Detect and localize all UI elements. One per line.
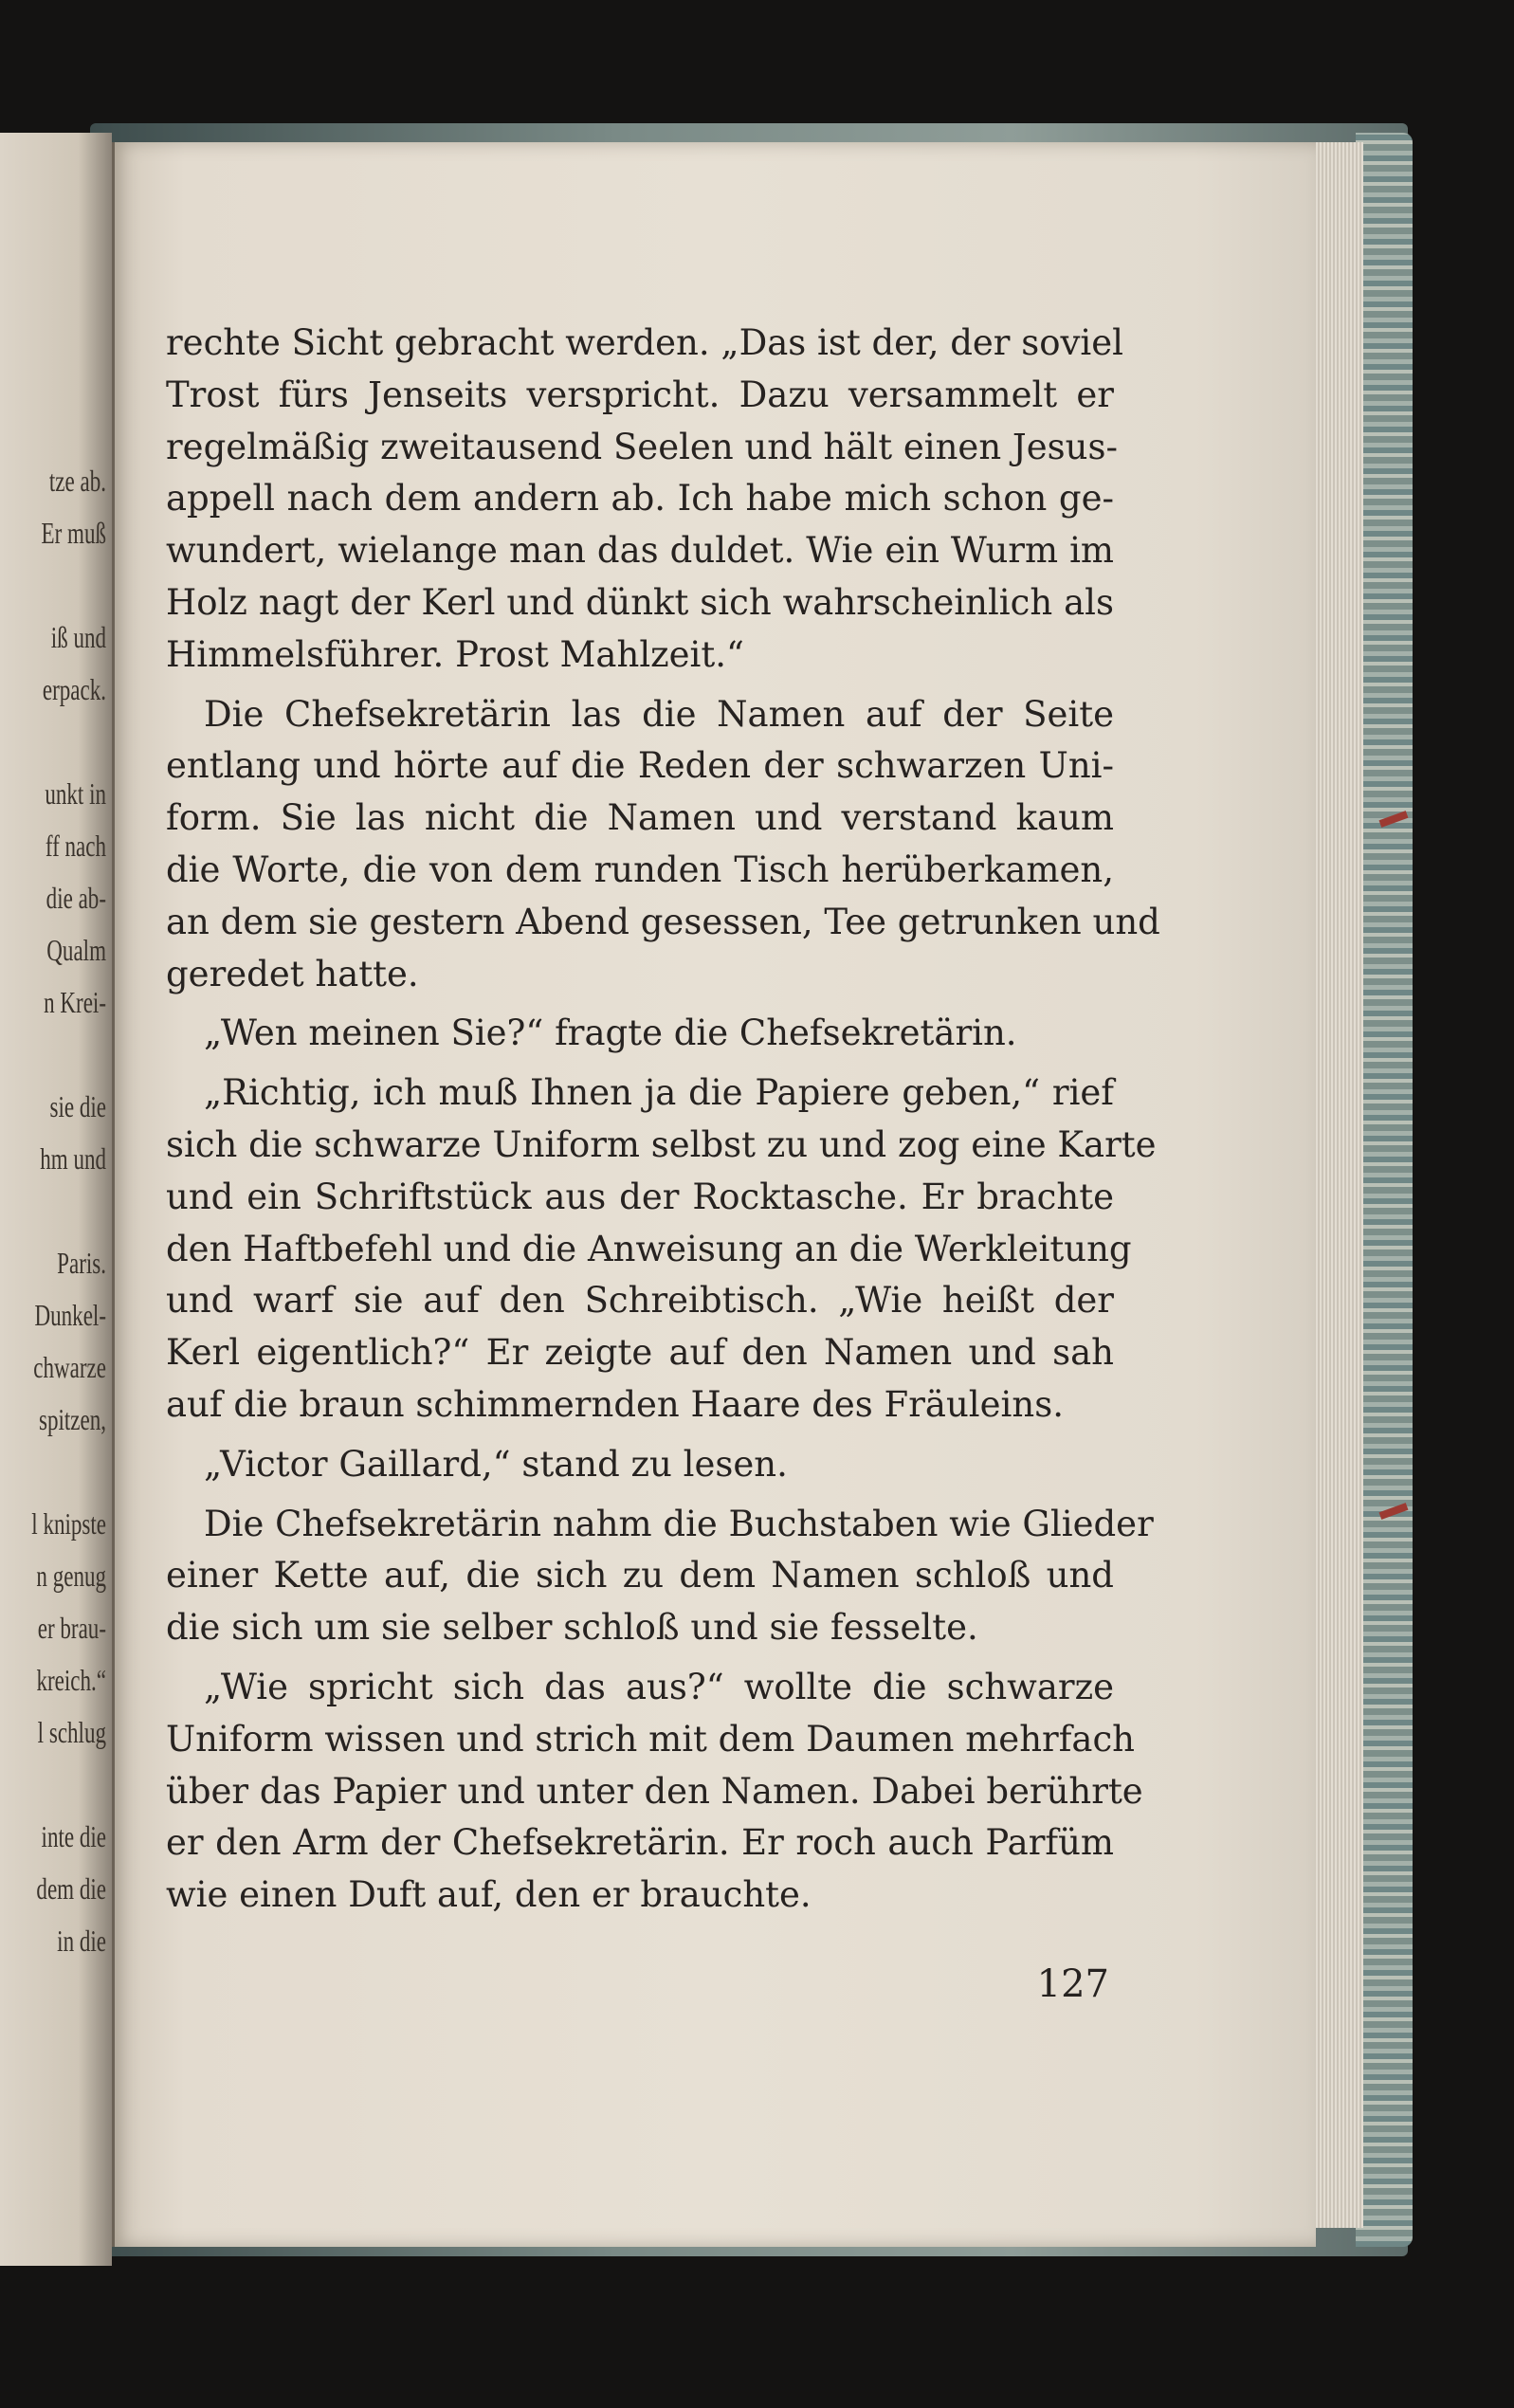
text-line: regelmäßig zweitausend Seelen und hält einen Jesus- bbox=[166, 426, 1118, 467]
previous-page-line: ff nach bbox=[45, 829, 106, 863]
previous-page-line: n genug bbox=[36, 1559, 106, 1593]
previous-page-line: hm und bbox=[40, 1141, 106, 1176]
text-line: rechte Sicht gebracht werden. „Das ist der, der soviel bbox=[166, 322, 1123, 363]
previous-page-line: Qualm bbox=[46, 933, 106, 967]
previous-page-line bbox=[29, 1185, 106, 1237]
previous-page-line: Paris. bbox=[57, 1246, 106, 1280]
text-line: über das Papier und unter den Namen. Dabei berührte bbox=[166, 1770, 1143, 1812]
text-line: wundert, wielange man das duldet. Wie ein Wurm im bbox=[166, 530, 1114, 572]
text-line: sich die schwarze Uniform selbst zu und zog eine Karte bbox=[166, 1123, 1157, 1165]
text-line: und warf sie auf den Schreibtisch. „Wie heißt der bbox=[166, 1280, 1114, 1322]
text-line: „Wen meinen Sie?“ fragte die Chefsekretärin. bbox=[204, 1012, 1017, 1054]
text-line: die Worte, die von dem runden Tisch herüberkamen, bbox=[166, 848, 1114, 890]
text-line: auf die braun schimmernden Haare des Fräuleins. bbox=[166, 1383, 1064, 1425]
previous-page-line: spitzen, bbox=[38, 1402, 106, 1436]
text-line: „Richtig, ich muß Ihnen ja die Papiere geben,“ rief bbox=[204, 1072, 1114, 1114]
text-line: Uniform wissen und strich mit dem Daumen mehrfach bbox=[166, 1718, 1136, 1760]
cover-marbled-edge bbox=[1356, 133, 1413, 2247]
text-line: Die Chefsekretärin las die Namen auf der Seite bbox=[204, 693, 1114, 735]
text-line: wie einen Duft auf, den er brauchte. bbox=[166, 1874, 812, 1916]
previous-page-line: n Krei- bbox=[44, 985, 106, 1019]
text-line: entlang und hörte auf die Reden der schwarzen Uni- bbox=[166, 745, 1114, 787]
previous-page-line: Dunkel- bbox=[34, 1298, 106, 1332]
previous-page-line: unkt in bbox=[45, 776, 106, 811]
text-line: „Victor Gaillard,“ stand zu lesen. bbox=[204, 1443, 788, 1485]
previous-page-line: chwarze bbox=[33, 1350, 106, 1384]
previous-page-line: er brau- bbox=[37, 1611, 106, 1645]
previous-page-line: Er muß bbox=[41, 516, 106, 550]
previous-page-line: l knipste bbox=[31, 1506, 106, 1541]
previous-page-line bbox=[29, 1759, 106, 1811]
text-line: einer Kette auf, die sich zu dem Namen schloß und bbox=[166, 1555, 1114, 1596]
text-line: an dem sie gestern Abend gesessen, Tee getrunken und bbox=[166, 901, 1160, 942]
previous-page-text bbox=[29, 455, 106, 1967]
previous-page-line: dem die bbox=[36, 1871, 106, 1906]
page-number: 127 bbox=[1036, 1962, 1109, 2006]
page-text bbox=[166, 318, 1160, 1922]
text-line: den Haftbefehl und die Anweisung an die Werkleitung bbox=[166, 1228, 1132, 1269]
previous-page bbox=[0, 133, 112, 2266]
text-line: appell nach dem andern ab. Ich habe mich schon ge- bbox=[166, 478, 1114, 520]
previous-page-line: kreich.“ bbox=[36, 1663, 106, 1697]
previous-page-line: erpack. bbox=[42, 672, 106, 706]
text-line: Trost fürs Jenseits verspricht. Dazu versammelt er bbox=[166, 374, 1114, 415]
page-gutter bbox=[112, 142, 115, 2247]
previous-page-line bbox=[29, 716, 106, 768]
text-line: Himmelsführer. Prost Mahlzeit.“ bbox=[166, 633, 744, 675]
text-line: Kerl eigentlich?“ Er zeigte auf den Namen und sah bbox=[166, 1332, 1114, 1374]
text-line: er den Arm der Chefsekretärin. Er roch auch Parfüm bbox=[166, 1822, 1114, 1864]
text-line: Die Chefsekretärin nahm die Buchstaben wie Glieder bbox=[204, 1503, 1154, 1544]
previous-page-line bbox=[29, 559, 106, 611]
page-block-edge bbox=[1308, 142, 1363, 2228]
previous-page-line: sie die bbox=[49, 1089, 106, 1123]
previous-page-line: in die bbox=[57, 1924, 106, 1958]
text-line: „Wie spricht sich das aus?“ wollte die schwarze bbox=[204, 1666, 1114, 1707]
text-line: und ein Schriftstück aus der Rocktasche. Er brachte bbox=[166, 1176, 1114, 1217]
previous-page-line: inte die bbox=[41, 1819, 106, 1853]
previous-page-line: die ab- bbox=[46, 881, 106, 915]
text-line: geredet hatte. bbox=[166, 953, 419, 994]
text-line: form. Sie las nicht die Namen und verstand kaum bbox=[166, 797, 1114, 839]
previous-page-line: iß und bbox=[50, 620, 106, 654]
previous-page-line: l schlug bbox=[37, 1715, 106, 1749]
text-line: Holz nagt der Kerl und dünkt sich wahrscheinlich als bbox=[166, 581, 1114, 623]
previous-page-line: tze ab. bbox=[48, 464, 106, 498]
text-line: die sich um sie selber schloß und sie fesselte. bbox=[166, 1607, 978, 1649]
previous-page-line bbox=[29, 1029, 106, 1081]
previous-page-line bbox=[29, 1446, 106, 1498]
